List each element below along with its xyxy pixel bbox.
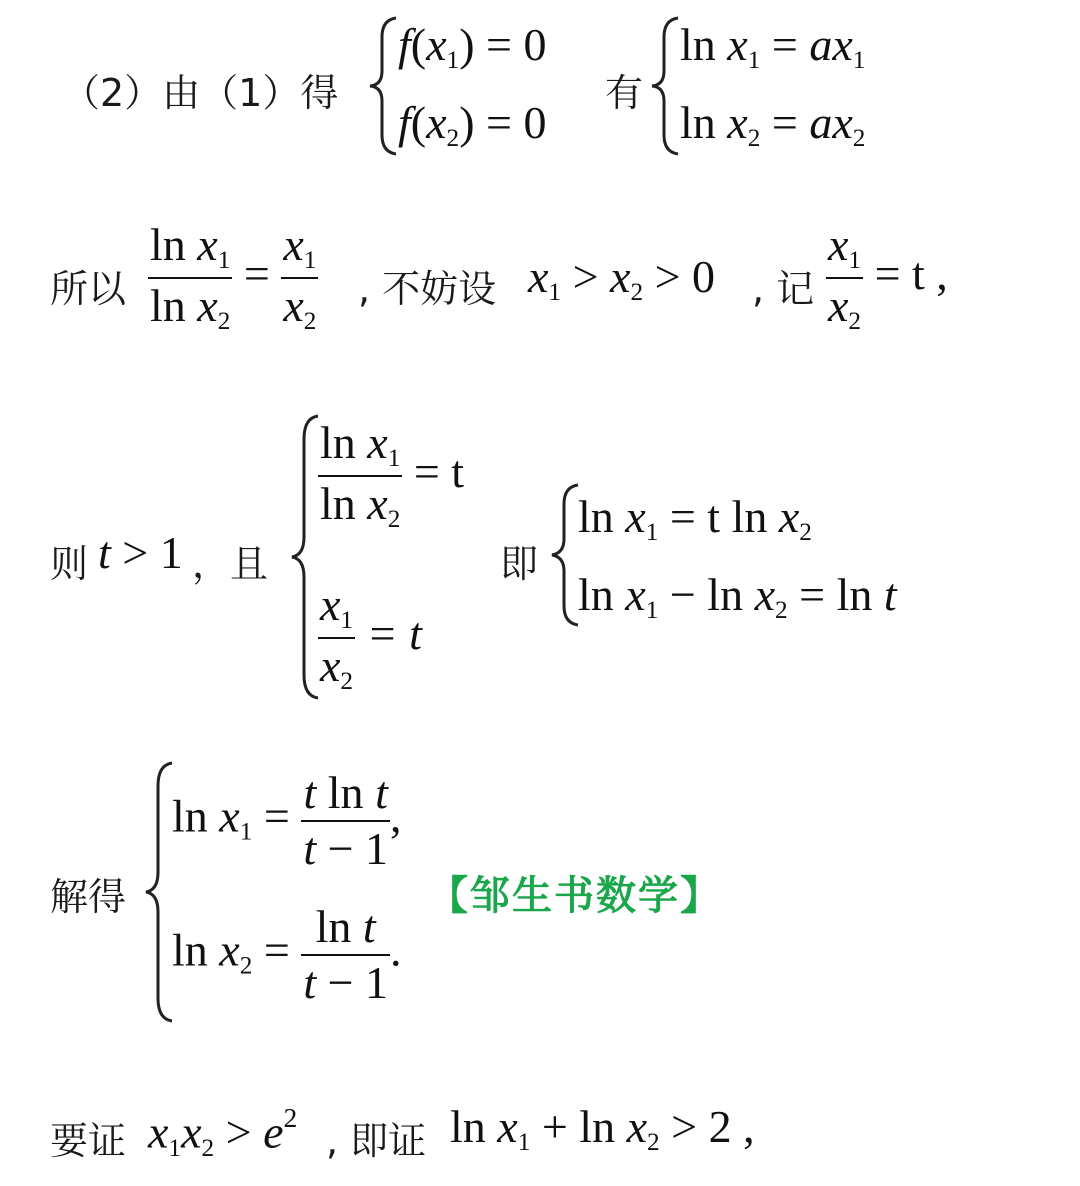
ze-word: 则 (50, 542, 89, 586)
budushe-word: , 不妨设 (358, 267, 497, 311)
system4-line2: $\ln x_1 - \ln x_2 = \ln t$ (578, 569, 897, 625)
system2-line2: $\ln x_2 = ax_2$ (680, 97, 866, 153)
jishi-word: 即 (500, 542, 539, 586)
solution-x2: $\ln x_2$ = $\frac{\text{ln t}}{t - 1}$ . (172, 901, 402, 1008)
goal-inequality: $x_1x_2 > e^2$ (148, 1102, 298, 1162)
define-t: $\frac{x_1}{x_2}$ = t , (828, 219, 948, 336)
brace-2 (648, 15, 682, 157)
brace-4 (548, 482, 582, 628)
suoyi-word: 所以 (50, 267, 127, 311)
system1-line1: $f(x_1) = 0$ (398, 19, 547, 75)
ratio-equation: $\frac{\ln x_1}{\ln x_2}$ = $\frac{x_1}{x_2}$ (150, 219, 317, 336)
watermark: 【邹生书数学】 (428, 873, 722, 919)
equivalent-inequality: $\ln x_1 + \ln x_2 > 2$ , (450, 1101, 755, 1157)
define-t-rhs: = t , (874, 247, 948, 299)
system1-line2: $f(x_2) = 0$ (398, 97, 547, 153)
ji-word: , 记 (752, 267, 815, 311)
system2-line1: $\ln x_1 = ax_1$ (680, 19, 866, 75)
brace-5 (142, 760, 176, 1024)
t-gt-1: t > 1 (98, 527, 183, 578)
system3-line1: $\frac{\ln x_1}{\ln x_2}$ = t (320, 417, 465, 534)
you-word: 有 (605, 71, 644, 115)
solution-x1: $\ln x_1$ = $\frac{\text{t ln t}}{t - 1}$ , (172, 767, 402, 874)
brace-1 (366, 15, 400, 157)
brace-3 (288, 413, 322, 701)
system3-line2-rhs: = t (366, 607, 422, 659)
yaozheng-word: 要证 (50, 1119, 127, 1163)
system3-line1-rhs: = t (413, 445, 465, 497)
system3-line2: $\frac{x_1}{x_2}$ = t (320, 579, 422, 696)
jiede-word: 解得 (50, 875, 127, 919)
system4-line1: $\ln x_1 = t$ $\ln x_2$ (578, 491, 812, 547)
order-inequality: $x_1 > x_2 > 0$ (528, 251, 716, 307)
part2-label: （2）由（1）得 (62, 71, 339, 115)
qie-word: ，且 (192, 542, 269, 586)
jizheng-word: , 即证 (326, 1119, 427, 1163)
